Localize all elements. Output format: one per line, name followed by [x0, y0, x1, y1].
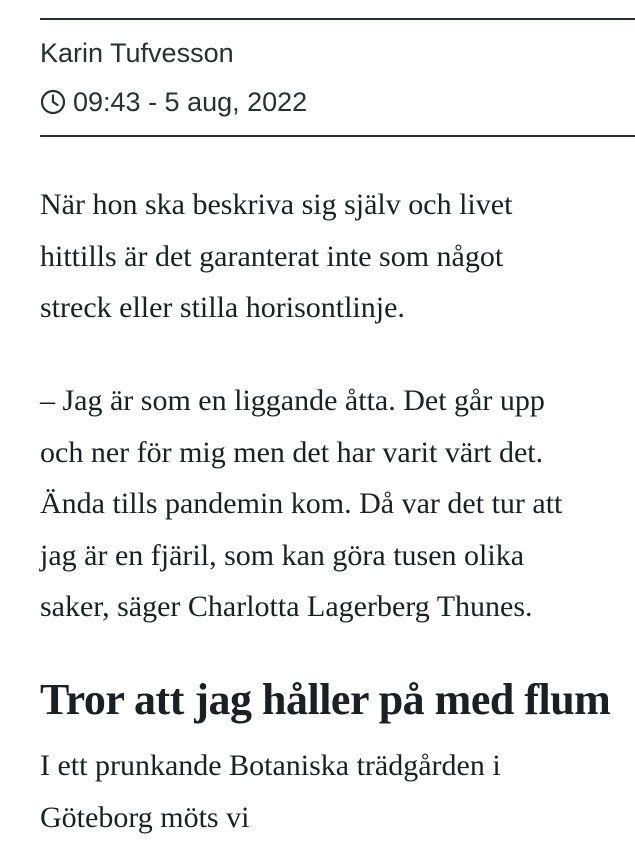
- paragraph-line: hittills är det garanterat inte som något: [40, 231, 635, 283]
- intro-paragraph: [40, 179, 635, 334]
- paragraph-line: Göteborg möts vi: [40, 792, 635, 843]
- bottom-divider: [40, 135, 635, 137]
- paragraph-line: streck eller stilla horisontlinje.: [40, 282, 635, 334]
- body-paragraph: [40, 740, 635, 843]
- paragraph-line: – Jag är som en liggande åtta. Det går upp: [40, 375, 635, 427]
- section-subheading: Tror att jag håller på med flum: [40, 671, 635, 729]
- publish-timestamp: [40, 83, 307, 121]
- paragraph-line: I ett prunkande Botaniska trädgården i: [40, 740, 635, 792]
- author-name: Karin Tufvesson: [40, 34, 234, 72]
- timestamp-text: 09:43 - 5 aug, 2022: [73, 83, 307, 121]
- paragraph-line: och ner för mig men det har varit värt det.: [40, 427, 635, 479]
- paragraph-line: När hon ska beskriva sig själv och livet: [40, 179, 635, 231]
- top-divider: [40, 18, 635, 20]
- paragraph-line: Ända tills pandemin kom. Då var det tur att: [40, 478, 635, 530]
- paragraph-line: jag är en fjäril, som kan göra tusen olika: [40, 530, 635, 582]
- quote-paragraph: [40, 375, 635, 633]
- clock-icon: [40, 89, 66, 115]
- paragraph-line: saker, säger Charlotta Lagerberg Thunes.: [40, 581, 635, 633]
